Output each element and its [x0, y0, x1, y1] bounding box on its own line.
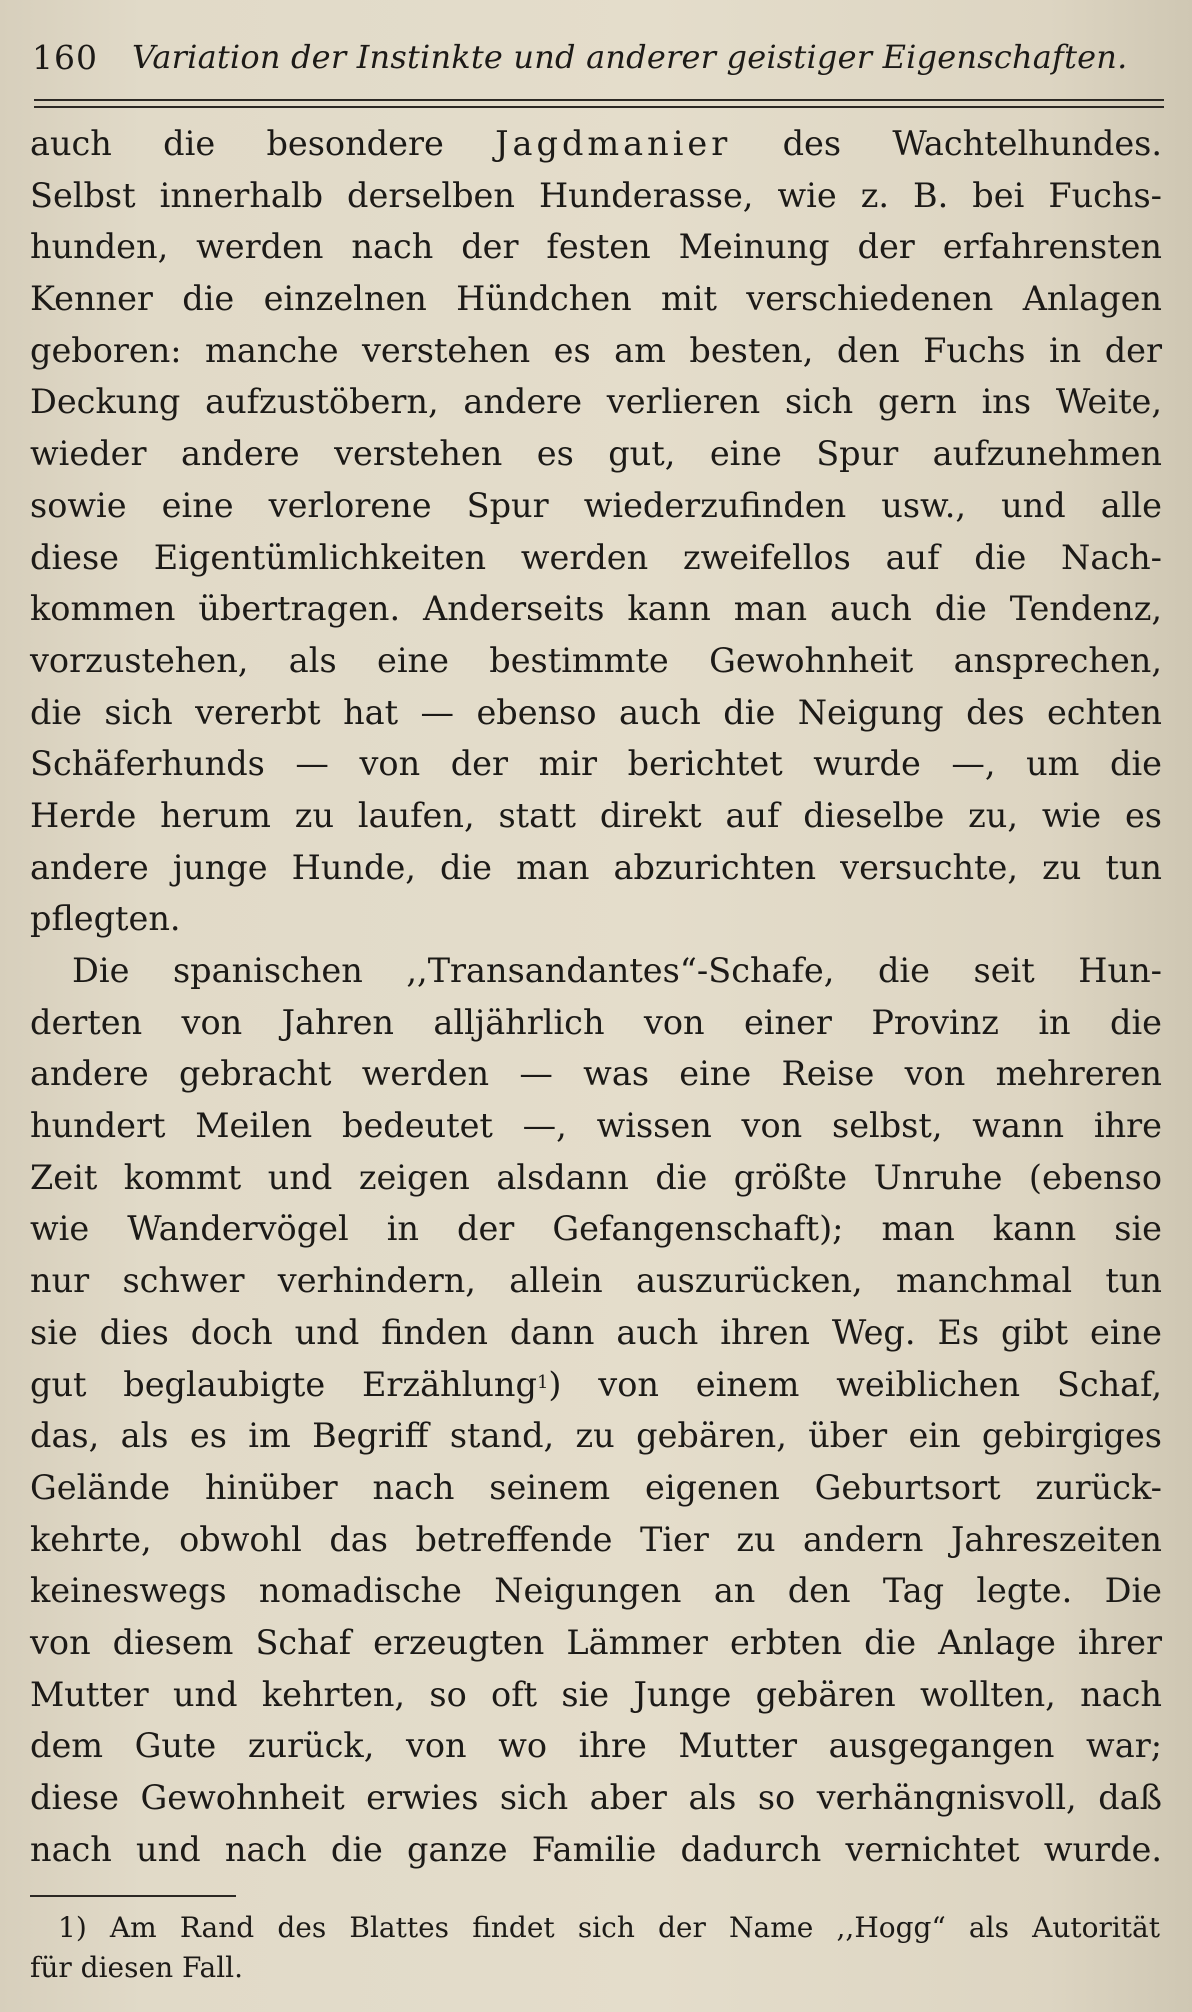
text-line: vorzustehen, als eine bestimmte Gewohnheit ansprechen, — [30, 640, 1162, 680]
text-line: Selbst innerhalb derselben Hunderasse, wie z. B. bei Fuchs- — [30, 175, 1162, 215]
body-text — [30, 118, 1162, 1875]
text-line: Kenner die einzelnen Hündchen mit verschiedenen Anlagen — [30, 279, 1162, 319]
text-line: sie dies doch und finden dann auch ihren Weg. Es gibt eine — [30, 1312, 1162, 1352]
text-run: des Wachtelhundes. — [782, 124, 1163, 163]
text-line: Schäferhunds — von der mir berichtet wurde —, um die — [30, 744, 1162, 784]
text-line: Zeit kommt und zeigen alsdann die größte Unruhe (ebenso — [30, 1157, 1162, 1197]
text-line: derten von Jahren alljährlich von einer Provinz in die — [30, 1002, 1162, 1042]
text-line: dem Gute zurück, von wo ihre Mutter ausgegangen war; — [30, 1726, 1162, 1766]
spaced-emphasis: Jagdmanier — [495, 124, 732, 163]
text-line: geboren: manche verstehen es am besten, den Fuchs in der — [30, 330, 1162, 370]
running-title: Variation der Instinkte und anderer geistiger Eigenschaften. — [132, 38, 1128, 76]
text-line: von diesem Schaf erzeugten Lämmer erbten die Anlage ihrer — [30, 1622, 1162, 1662]
text-run: gut beglaubigte Erzählung — [30, 1364, 537, 1404]
text-line: wieder andere verstehen es gut, eine Spur aufzunehmen — [30, 434, 1162, 474]
page-number: 160 — [32, 38, 98, 77]
text-line: die sich vererbt hat — ebenso auch die Neigung des echten — [30, 692, 1162, 732]
text-line: sowie eine verlorene Spur wiederzufinden usw., und alle — [30, 485, 1162, 525]
text-line: nur schwer verhindern, allein auszurücken, manchmal tun — [30, 1261, 1162, 1301]
footnote — [30, 1908, 1160, 1988]
text-line: hundert Meilen bedeutet —, wissen von selbst, wann ihre — [30, 1106, 1162, 1146]
text-line: Herde herum zu laufen, statt direkt auf dieselbe zu, wie es — [30, 795, 1162, 835]
text-line: wie Wandervögel in der Gefangenschaft); man kann sie — [30, 1209, 1162, 1249]
text-line: kehrte, obwohl das betreffende Tier zu andern Jahreszeiten — [30, 1519, 1162, 1559]
text-line: Mutter und kehrten, so oft sie Junge gebären wollten, nach — [30, 1674, 1162, 1714]
text-line — [30, 1359, 1162, 1411]
text-line: pflegten. — [30, 899, 181, 939]
text-line: das, als es im Begriff stand, zu gebären, über ein gebirgiges — [30, 1416, 1162, 1456]
footnote-line: für diesen Fall. — [30, 1951, 244, 1984]
page-header — [32, 38, 1160, 84]
text-line: Die spanischen ,,Transandantes“-Schafe, die seit Hun- — [72, 951, 1162, 990]
text-line: Gelände hinüber nach seinem eigenen Geburtsort zurück- — [30, 1467, 1162, 1507]
text-line: keineswegs nomadische Neigungen an den Tag legte. Die — [30, 1571, 1162, 1611]
text-line: diese Eigentümlichkeiten werden zweifellos auf die Nach- — [30, 537, 1162, 577]
text-line: hunden, werden nach der festen Meinung der erfahrensten — [30, 227, 1162, 267]
footnote-rule — [30, 1895, 236, 1897]
header-double-rule — [34, 99, 1164, 108]
text-line — [30, 118, 1162, 170]
text-line: Deckung aufzustöbern, andere verlieren sich gern ins Weite, — [30, 382, 1162, 422]
text-line: diese Gewohnheit erwies sich aber als so verhängnisvoll, daß — [30, 1778, 1162, 1817]
text-line: kommen übertragen. Anderseits kann man auch die Tendenz, — [30, 589, 1162, 629]
text-run: ) von einem weiblichen Schaf, — [548, 1364, 1162, 1404]
text-line: andere gebracht werden — was eine Reise von mehreren — [30, 1054, 1162, 1094]
footnote-line: 1) Am Rand des Blattes findet sich der Name ,,Hogg“ als Autorität — [58, 1911, 1160, 1944]
text-line: andere junge Hunde, die man abzurichten versuchte, zu tun — [30, 847, 1162, 887]
footnote-reference: 1 — [536, 1371, 549, 1393]
text-run: auch die besondere — [30, 124, 444, 163]
text-line: nach und nach die ganze Familie dadurch vernichtet wurde. — [30, 1829, 1162, 1869]
